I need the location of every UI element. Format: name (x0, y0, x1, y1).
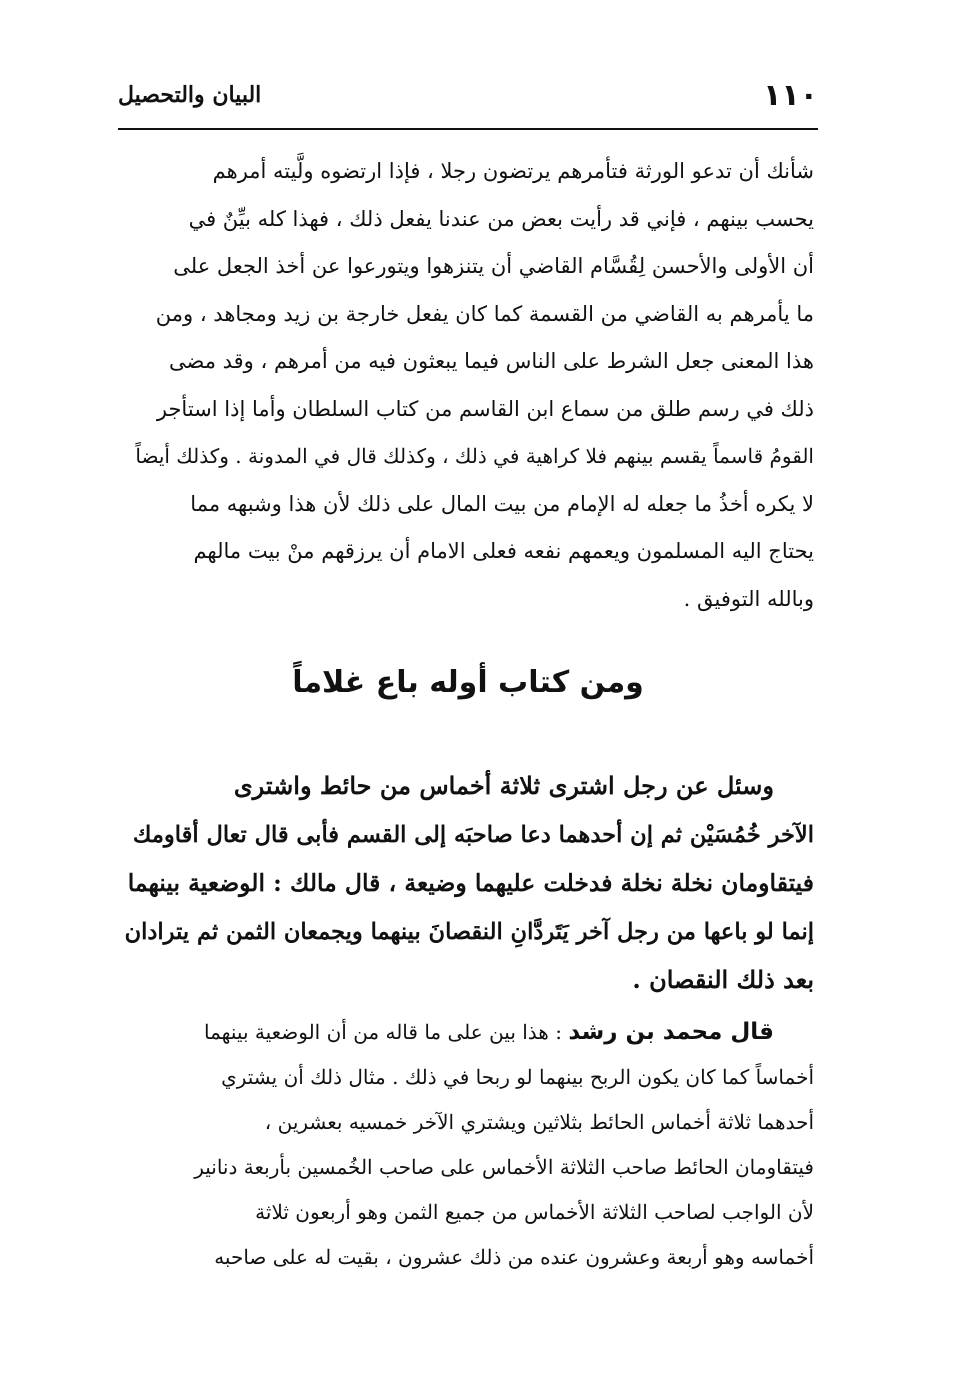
text-line: ما يأمرهم به القاضي من القسمة كما كان يفعل خارجة بن زيد ومجاهد ، ومن (155, 301, 814, 326)
text-line: إنما لو باعها من رجل آخر يَتَردَّانِ النقصانَ بينهما ويجمعان الثمن ثم يترادان (124, 918, 814, 945)
header-rule (118, 128, 818, 130)
text-line: بعد ذلك النقصان . (632, 965, 814, 994)
text-line: أحدهما ثلاثة أخماس الحائط بثلاثين ويشتري الآخر خمسيه بعشرين ، (264, 1110, 814, 1134)
text-line: أن الأولى والأحسن لِقُسَّام القاضي أن يتنزهوا ويتورعوا عن أخذ الجعل على (173, 254, 814, 278)
paragraph-2 (124, 762, 814, 1005)
paragraph-1 (124, 148, 814, 623)
text-line: لا يكره أخذُ ما جعله له الإمام من بيت المال على ذلك لأن هذا وشبهه مما (190, 491, 814, 516)
page-header (118, 78, 818, 118)
text-line: وبالله التوفيق . (683, 586, 814, 611)
text-fragment: : هذا بين على ما قاله من أن الوضعية بينهما (204, 1020, 569, 1044)
text-line: الآخر خُمُسَيْن ثم إن أحدهما دعا صاحبَه إلى القسم فأبى قال تعال أقاومك (132, 821, 814, 848)
paragraph-3 (124, 1010, 814, 1280)
text-line: أخماسه وهو أربعة وعشرون عنده من ذلك عشرون ، بقيت له على صاحبه (214, 1245, 814, 1269)
text-line: القومُ قاسماً يقسم بينهم فلا كراهية في ذلك ، وكذلك قال في المدونة . وكذلك أيضاً (135, 444, 814, 468)
commentator-name: قال محمد بن رشد (568, 1019, 774, 1045)
text-line: أخماساً كما كان يكون الربح بينهما لو ربحا في ذلك . مثال ذلك أن يشتري (221, 1065, 814, 1089)
text-line: هذا المعنى جعل الشرط على الناس فيما يبعثون فيه من أمرهم ، وقد مضى (168, 349, 814, 373)
text-line: يحتاج اليه المسلمون ويعمهم نفعه فعلى الامام أن يرزقهم منْ بيت مالهم (193, 539, 814, 563)
text-line: يحسب بينهم ، فإني قد رأيت بعض من عندنا يفعل ذلك ، فهذا كله بيِّنٌ في (188, 206, 814, 231)
text-line: شأنك أن تدعو الورثة فتأمرهم يرتضون رجلا ، فإذا ارتضوه ولَّيته أمرهم (212, 159, 814, 183)
running-title: البيان والتحصيل (118, 82, 262, 108)
page-number: ١١٠ (763, 78, 818, 113)
text-line: فيتقاومان الحائط صاحب الثلاثة الأخماس على صاحب الخُمسين بأربعة دنانير (194, 1155, 814, 1179)
text-line-lead (124, 1010, 814, 1055)
section-heading: ومن كتاب أوله باع غلاماً (292, 665, 644, 700)
text-line: لأن الواجب لصاحب الثلاثة الأخماس من جميع الثمن وهو أربعون ثلاثة (255, 1200, 814, 1224)
text-line: وسئل عن رجل اشترى ثلاثة أخماس من حائط واشترى (233, 771, 774, 800)
text-line: ذلك في رسم طلق من سماع ابن القاسم من كتاب السلطان وأما إذا استأجر (156, 396, 814, 421)
text-line: فيتقاومان نخلة نخلة فدخلت عليهما وضيعة ، قال مالك : الوضعية بينهما (127, 869, 814, 897)
